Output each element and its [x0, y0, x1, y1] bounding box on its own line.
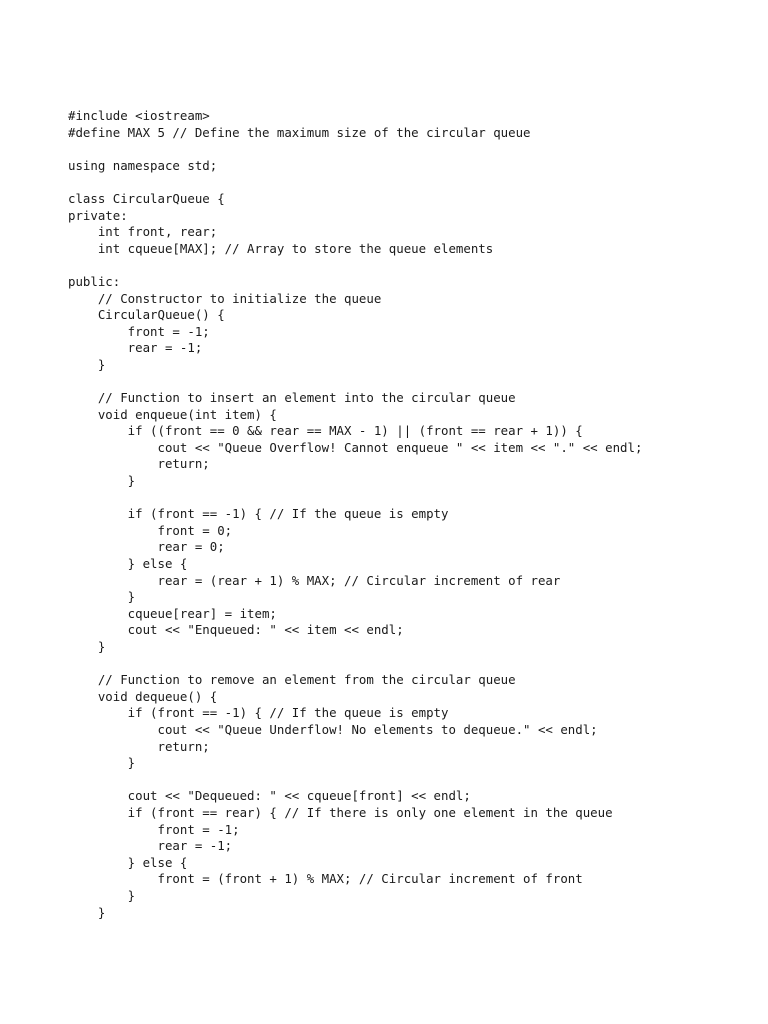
code-line: if (front == -1) { // If the queue is empty: [68, 506, 449, 522]
code-line: void dequeue() {: [68, 688, 218, 704]
code-line: }: [68, 639, 106, 654]
code-line: }: [68, 589, 136, 605]
code-line: if (front == -1) { // If the queue is empty: [68, 705, 449, 721]
code-line: front = -1;: [68, 323, 210, 339]
code-line: int cqueue[MAX]; // Array to store the queue elements: [68, 240, 494, 256]
code-line: rear = 0;: [68, 539, 225, 555]
code-line: cout << "Queue Underflow! No elements to dequeue." << endl;: [68, 721, 598, 737]
code-line: }: [68, 904, 106, 920]
code-line: } else {: [68, 556, 188, 572]
code-line: cout << "Queue Overflow! Cannot enqueue " << item << "." << endl;: [68, 439, 643, 455]
code-line: cqueue[rear] = item;: [68, 605, 277, 621]
code-line: // Function to insert an element into the circular queue: [68, 390, 516, 406]
code-line: }: [68, 473, 136, 489]
code-line: }: [68, 356, 106, 372]
code-line: [68, 772, 758, 789]
code-line: // Function to remove an element from the circular queue: [68, 672, 516, 688]
code-line: }: [68, 755, 136, 771]
code-line: cout << "Enqueued: " << item << endl;: [68, 622, 404, 638]
code-line: rear = -1;: [68, 838, 233, 854]
code-line: public:: [68, 273, 121, 289]
code-line: } else {: [68, 854, 188, 870]
code-line: rear = (rear + 1) % MAX; // Circular increment of rear: [68, 572, 561, 588]
code-line: [68, 490, 758, 507]
code-line: }: [68, 887, 136, 903]
code-line: // Constructor to initialize the queue: [68, 290, 382, 306]
code-line: return;: [68, 738, 210, 754]
code-line: front = -1;: [68, 821, 240, 837]
code-line: void enqueue(int item) {: [68, 406, 277, 422]
code-line: [68, 141, 758, 158]
code-line: return;: [68, 456, 210, 472]
code-line: [68, 374, 758, 391]
code-line: cout << "Dequeued: " << cqueue[front] << endl;: [68, 788, 471, 804]
code-line: [68, 656, 758, 673]
code-line: #include <iostream>: [68, 108, 210, 123]
code-line: if (front == rear) { // If there is only one element in the queue: [68, 804, 613, 820]
code-line: rear = -1;: [68, 340, 203, 356]
code-line: [68, 257, 758, 274]
code-line: front = 0;: [68, 522, 233, 538]
code-line: [68, 174, 758, 191]
code-line: class CircularQueue {: [68, 190, 225, 206]
code-block: [68, 108, 758, 921]
code-line: front = (front + 1) % MAX; // Circular increment of front: [68, 871, 583, 887]
code-line: int front, rear;: [68, 224, 218, 240]
code-line: CircularQueue() {: [68, 307, 225, 323]
code-line: using namespace std;: [68, 157, 218, 173]
code-line: if ((front == 0 && rear == MAX - 1) || (front == rear + 1)) {: [68, 423, 583, 439]
code-line: #define MAX 5 // Define the maximum size of the circular queue: [68, 124, 531, 140]
code-line: private:: [68, 207, 128, 223]
